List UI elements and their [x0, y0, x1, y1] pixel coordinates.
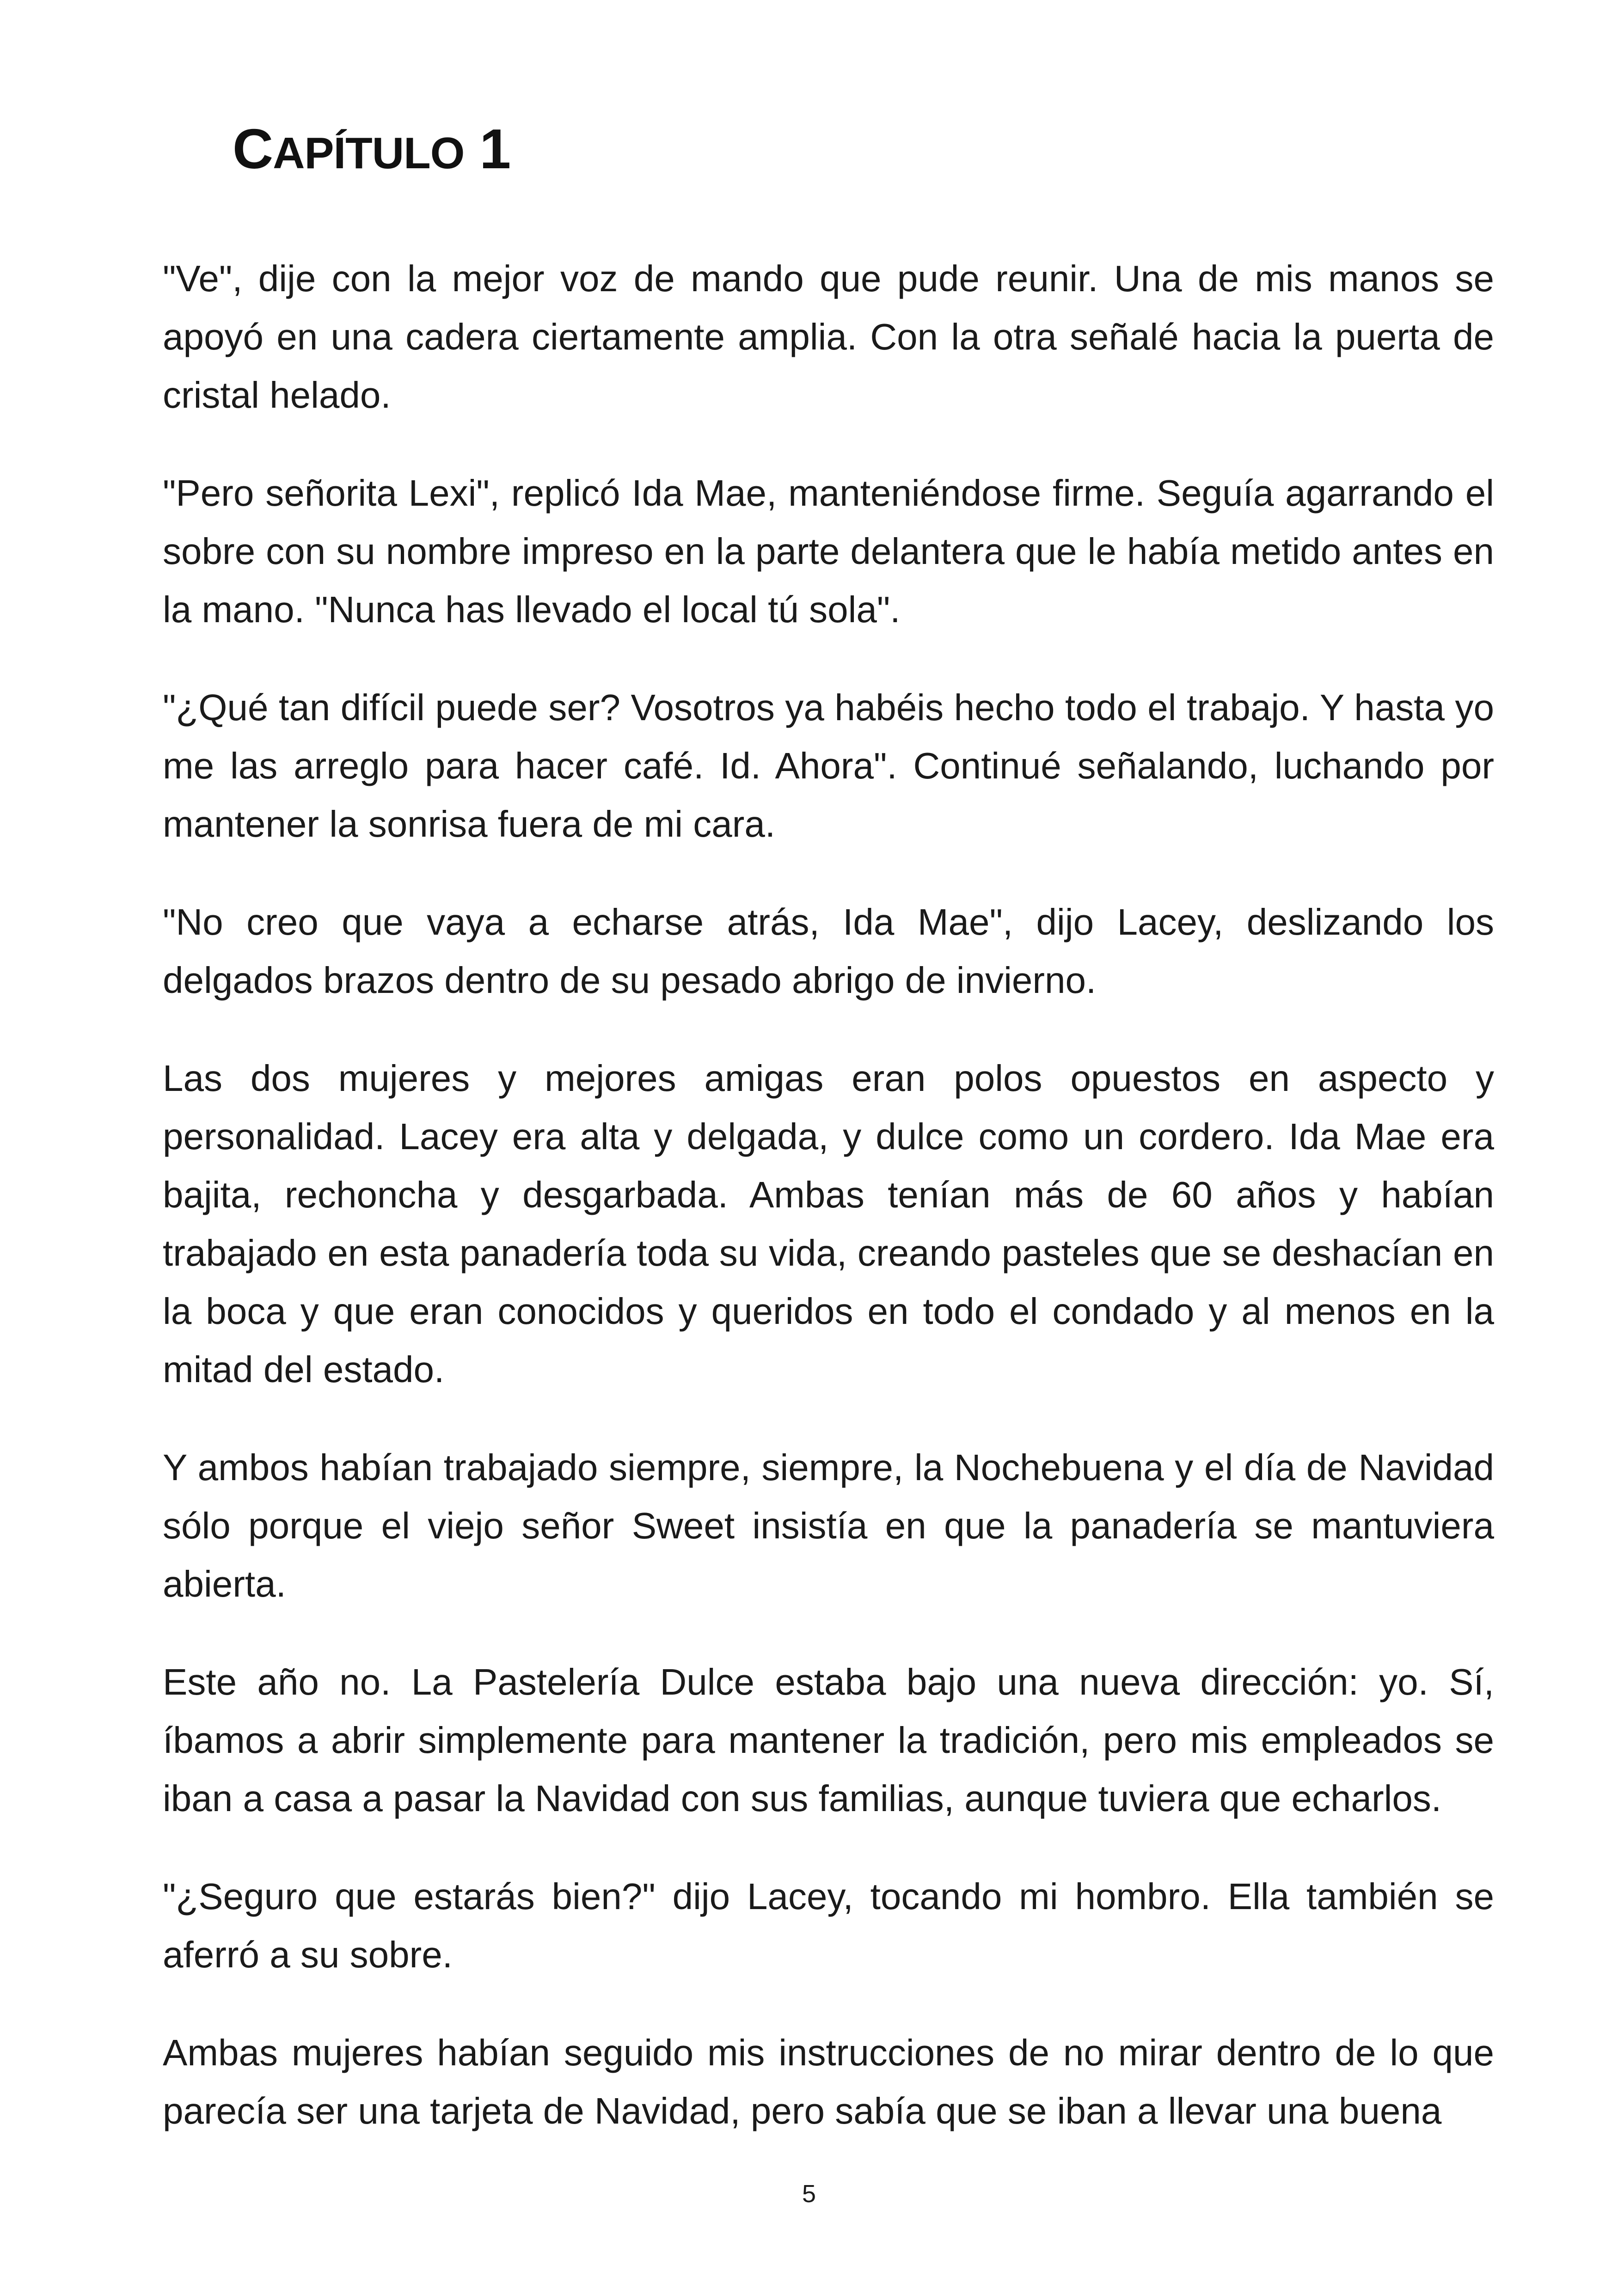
paragraph: "Ve", dije con la mejor voz de mando que pude reunir. Una de mis manos se apoyó en una cadera ciertamente amplia. Con la otra señalé hacia la puerta de cristal helado.: [163, 258, 1494, 416]
body-text: [163, 250, 1494, 2180]
page-number: 5: [802, 2180, 816, 2208]
chapter-title-rest: APÍTULO: [273, 129, 465, 178]
paragraph: "¿Seguro que estarás bien?" dijo Lacey, tocando mi hombro. Ella también se aferró a su sobre.: [163, 1876, 1494, 1975]
paragraph: Y ambos habían trabajado siempre, siempre, la Nochebuena y el día de Navidad sólo porque el viejo señor Sweet insistía en que la panadería se mantuviera abierta.: [163, 1447, 1494, 1604]
paragraph: Este año no. La Pastelería Dulce estaba bajo una nueva dirección: yo. Sí, íbamos a abrir simplemente para mantener la tradición, pero mis empleados se iban a casa a pasar la Navidad con sus familias, aunque tuviera que echarlos.: [163, 1661, 1494, 1819]
paragraph: Ambas mujeres habían seguido mis instrucciones de no mirar dentro de lo que parecía ser una tarjeta de Navidad, pero sabía que se iban a llevar una buena: [163, 2032, 1494, 2131]
paragraph: "No creo que vaya a echarse atrás, Ida Mae", dijo Lacey, deslizando los delgados brazos dentro de su pesado abrigo de invierno.: [163, 901, 1494, 1001]
paragraph: "¿Qué tan difícil puede ser? Vosotros ya habéis hecho todo el trabajo. Y hasta yo me las arreglo para hacer café. Id. Ahora". Continué señalando, luchando por mantener la sonrisa fuera de mi cara.: [163, 687, 1494, 845]
paragraph: Las dos mujeres y mejores amigas eran polos opuestos en aspecto y personalidad. Lacey era alta y delgada, y dulce como un cordero. Ida Mae era bajita, rechoncha y desgarbada. Ambas tenían más de 60 años y habían trabajado en esta panadería toda su vida, creando pasteles que se deshacían en la boca y que eran conocidos y queridos en todo el condado y al menos en la mitad del estado.: [163, 1058, 1494, 1390]
paragraph: "Pero señorita Lexi", replicó Ida Mae, manteniéndose firme. Seguía agarrando el sobre con su nombre impreso en la parte delantera que le había metido antes en la mano. "Nunca has llevado el local tú sola".: [163, 472, 1494, 630]
chapter-title: [233, 118, 510, 180]
chapter-title-initial: C: [233, 117, 273, 180]
chapter-number: 1: [479, 117, 511, 180]
